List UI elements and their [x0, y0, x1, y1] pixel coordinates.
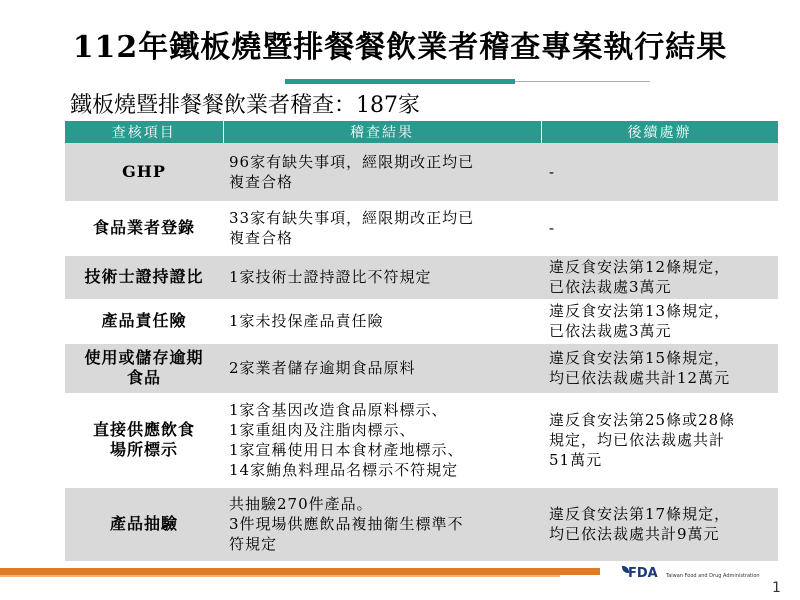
table-row	[65, 487, 778, 561]
follow-up-action	[541, 343, 778, 393]
inspection-item: 產品抽驗	[65, 487, 223, 561]
column-header-follow-up: 後續處辦	[541, 121, 778, 143]
table-row	[65, 143, 778, 201]
item-line: 場所標示	[109, 440, 178, 459]
follow-up-line: 違反食安法第15條規定，	[549, 349, 731, 367]
result-line: 1家宣稱使用日本食材產地標示、	[229, 441, 464, 459]
result-line: 33家有缺失事項，經限期改正均已	[229, 209, 475, 227]
item-line: 使用或儲存逾期	[84, 348, 204, 367]
inspection-item: 產品責任險	[65, 299, 223, 343]
follow-up-line: 規定，均已依法裁處共計	[549, 431, 726, 449]
table-row	[65, 343, 778, 393]
inspection-result	[223, 143, 541, 201]
fda-logo-text: FDA	[628, 566, 658, 581]
follow-up-action	[541, 255, 778, 299]
result-line: 共抽驗270件產品。	[229, 495, 373, 513]
follow-up-action	[541, 201, 778, 255]
result-line: 2家業者儲存逾期食品原料	[229, 359, 416, 377]
column-header-result: 稽查結果	[223, 121, 541, 143]
page-number: 1	[772, 580, 781, 596]
page-title: 112年鐵板燒暨排餐餐飲業者稽查專案執行結果	[72, 30, 728, 65]
fda-logo	[628, 562, 776, 588]
follow-up-action	[541, 143, 778, 201]
table-row	[65, 255, 778, 299]
result-line: 複查合格	[229, 172, 294, 191]
table-row	[65, 201, 778, 255]
follow-up-line: -	[549, 162, 556, 181]
result-line: 1家技術士證持證比不符規定	[229, 268, 432, 286]
result-line: 複查合格	[229, 229, 294, 247]
inspection-item	[65, 343, 223, 393]
follow-up-action	[541, 299, 778, 343]
inspection-result	[223, 201, 541, 255]
result-line: 3件現場供應飲品複抽衛生標準不	[229, 515, 464, 533]
fda-logo-subtext: Taiwan Food and Drug Administration	[666, 573, 760, 579]
result-line: 1家重組肉及注脂肉標示、	[229, 421, 416, 439]
result-line: 1家未投保產品責任險	[229, 312, 384, 330]
inspection-results-table	[65, 121, 779, 562]
result-line: 96家有缺失事項，經限期改正均已	[229, 152, 475, 171]
follow-up-action	[541, 393, 778, 487]
inspection-count-heading: 鐵板燒暨排餐餐飲業者稽查：187家	[70, 93, 420, 118]
column-header-item: 查核項目	[65, 121, 223, 143]
inspection-result	[223, 255, 541, 299]
title-underline-thin	[515, 81, 650, 82]
follow-up-line: 違反食安法第13條規定，	[549, 302, 731, 320]
title-underline	[285, 79, 515, 84]
inspection-result	[223, 393, 541, 487]
result-line: 1家含基因改造食品原料標示、	[229, 401, 448, 419]
table-header-row	[65, 121, 778, 143]
item-line: 直接供應飲食	[92, 420, 195, 439]
result-line: 符規定	[229, 535, 278, 553]
inspection-item: 食品業者登錄	[65, 201, 223, 255]
follow-up-line: 違反食安法第12條規定，	[549, 258, 731, 276]
inspection-result	[223, 299, 541, 343]
follow-up-line: 已依法裁處3萬元	[549, 278, 672, 296]
item-line: 食品	[126, 368, 161, 387]
table-row	[65, 299, 778, 343]
footer-accent-line	[0, 575, 560, 577]
inspection-item: GHP	[65, 143, 223, 201]
follow-up-line: 違反食安法第17條規定，	[549, 505, 731, 523]
follow-up-line: 51萬元	[549, 451, 603, 469]
follow-up-line: 違反食安法第25條或28條	[549, 411, 736, 429]
follow-up-line: -	[549, 219, 556, 237]
table-row	[65, 393, 778, 487]
result-line: 14家鮪魚料理品名標示不符規定	[229, 461, 459, 479]
footer-accent-bar	[0, 568, 600, 575]
inspection-result	[223, 487, 541, 561]
follow-up-action	[541, 487, 778, 561]
follow-up-line: 已依法裁處3萬元	[549, 322, 672, 340]
inspection-item	[65, 393, 223, 487]
follow-up-line: 均已依法裁處共計9萬元	[549, 525, 720, 543]
follow-up-line: 均已依法裁處共計12萬元	[549, 369, 731, 387]
inspection-result	[223, 343, 541, 393]
inspection-item: 技術士證持證比	[65, 255, 223, 299]
